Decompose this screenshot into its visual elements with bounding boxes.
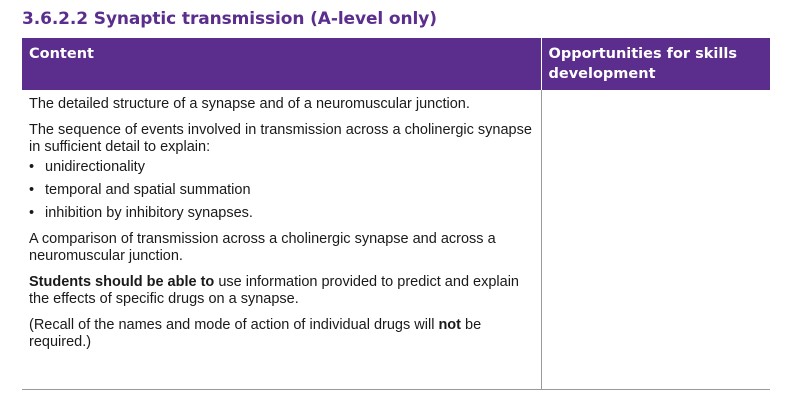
list-item	[29, 182, 535, 199]
content-cell	[22, 90, 541, 389]
list-item	[29, 159, 535, 176]
list-item-text: inhibition by inhibitory synapses.	[45, 205, 253, 221]
content-column-header: Content	[22, 38, 541, 90]
bullet-icon: •	[29, 205, 35, 221]
paragraph-students-skill	[29, 274, 535, 308]
list-item-text: unidirectionality	[45, 159, 145, 175]
bold-lead: Students should be able to	[29, 274, 215, 290]
bullet-list	[29, 159, 535, 222]
paragraph-comparison: A comparison of transmission across a cholinergic synapse and across a neuromuscular junction.	[29, 231, 496, 264]
section-title: 3.6.2.2 Synaptic transmission (A-level only)	[22, 9, 437, 29]
specification-table	[22, 38, 770, 390]
bullet-icon: •	[29, 159, 35, 175]
paragraph-structure: The detailed structure of a synapse and of a neuromuscular junction.	[29, 96, 470, 112]
table-row	[22, 90, 770, 389]
paragraph-text: (Recall of the names and mode of action of individual drugs will	[29, 317, 439, 333]
list-item-text: temporal and spatial summation	[45, 182, 251, 198]
paragraph-sequence: The sequence of events involved in transmission across a cholinergic synapse in sufficient detail to explain:	[29, 122, 532, 155]
bullet-icon: •	[29, 182, 35, 198]
paragraph-text: use information provided to predict and explain the effects of specific drugs on a synapse.	[29, 274, 519, 307]
table-header-row	[22, 38, 770, 90]
bold-not: not	[438, 317, 461, 333]
paragraph-recall-note	[29, 317, 535, 351]
skills-cell	[541, 90, 770, 389]
list-item	[29, 205, 535, 222]
skills-column-header: Opportunities for skills development	[541, 38, 770, 90]
paragraph-text: be required.)	[29, 317, 482, 350]
